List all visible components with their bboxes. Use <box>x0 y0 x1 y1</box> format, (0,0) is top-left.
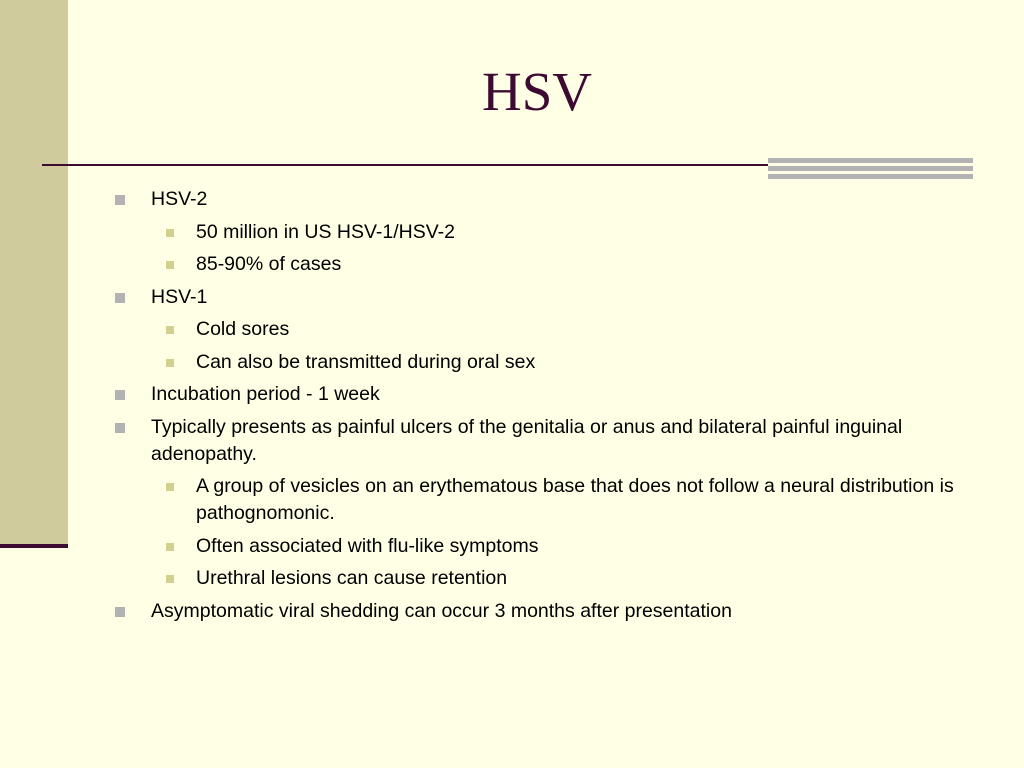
sub-bullet-item <box>112 565 962 592</box>
square-bullet-icon <box>115 390 125 400</box>
bullet-text: A group of vesicles on an erythematous base that does not follow a neural distribution is pathognomonic. <box>196 475 954 524</box>
bullet-text: Often associated with flu-like symptoms <box>196 534 539 557</box>
sub-bullet-item <box>112 316 962 343</box>
bullet-item <box>112 284 962 311</box>
square-bullet-icon <box>115 607 125 617</box>
bullet-text: Asymptomatic viral shedding can occur 3 months after presentation <box>151 599 732 622</box>
square-bullet-icon <box>166 575 174 583</box>
slide-title: HSV <box>481 61 593 122</box>
sub-bullet-item <box>112 349 962 376</box>
accent-bar <box>768 174 973 179</box>
bullet-item <box>112 186 962 213</box>
sub-bullet-item <box>112 251 962 278</box>
title-underline <box>42 164 768 166</box>
square-bullet-icon <box>166 359 174 367</box>
bullet-text: HSV-2 <box>151 188 208 210</box>
square-bullet-icon <box>115 423 125 433</box>
bullet-text: 85-90% of cases <box>196 253 342 275</box>
sub-bullet-item <box>112 219 962 246</box>
bullet-text: Typically presents as painful ulcers of the genitalia or anus and bilateral painful inguinal adenopathy. <box>151 415 903 465</box>
bullet-item <box>112 598 962 625</box>
square-bullet-icon <box>166 543 174 551</box>
bullet-text: 50 million in US HSV-1/HSV-2 <box>196 220 456 243</box>
sub-bullet-item <box>112 533 962 560</box>
bullet-text: Incubation period - 1 week <box>151 383 380 405</box>
bullet-item <box>112 381 962 408</box>
bullet-list <box>112 186 962 630</box>
accent-bar <box>768 166 973 171</box>
square-bullet-icon <box>166 326 174 334</box>
square-bullet-icon <box>166 261 174 269</box>
bullet-text: Can also be transmitted during oral sex <box>196 350 536 373</box>
accent-bar <box>768 158 973 163</box>
square-bullet-icon <box>166 483 174 491</box>
bullet-item <box>112 414 962 468</box>
square-bullet-icon <box>166 229 174 237</box>
sub-bullet-item <box>112 473 962 527</box>
bullet-text: Cold sores <box>196 318 290 340</box>
accent-bars <box>768 158 973 179</box>
bullet-text: HSV-1 <box>151 285 208 308</box>
square-bullet-icon <box>115 293 125 303</box>
bullet-text: Urethral lesions can cause retention <box>196 567 508 589</box>
square-bullet-icon <box>115 195 125 205</box>
left-band-rule <box>0 544 68 548</box>
